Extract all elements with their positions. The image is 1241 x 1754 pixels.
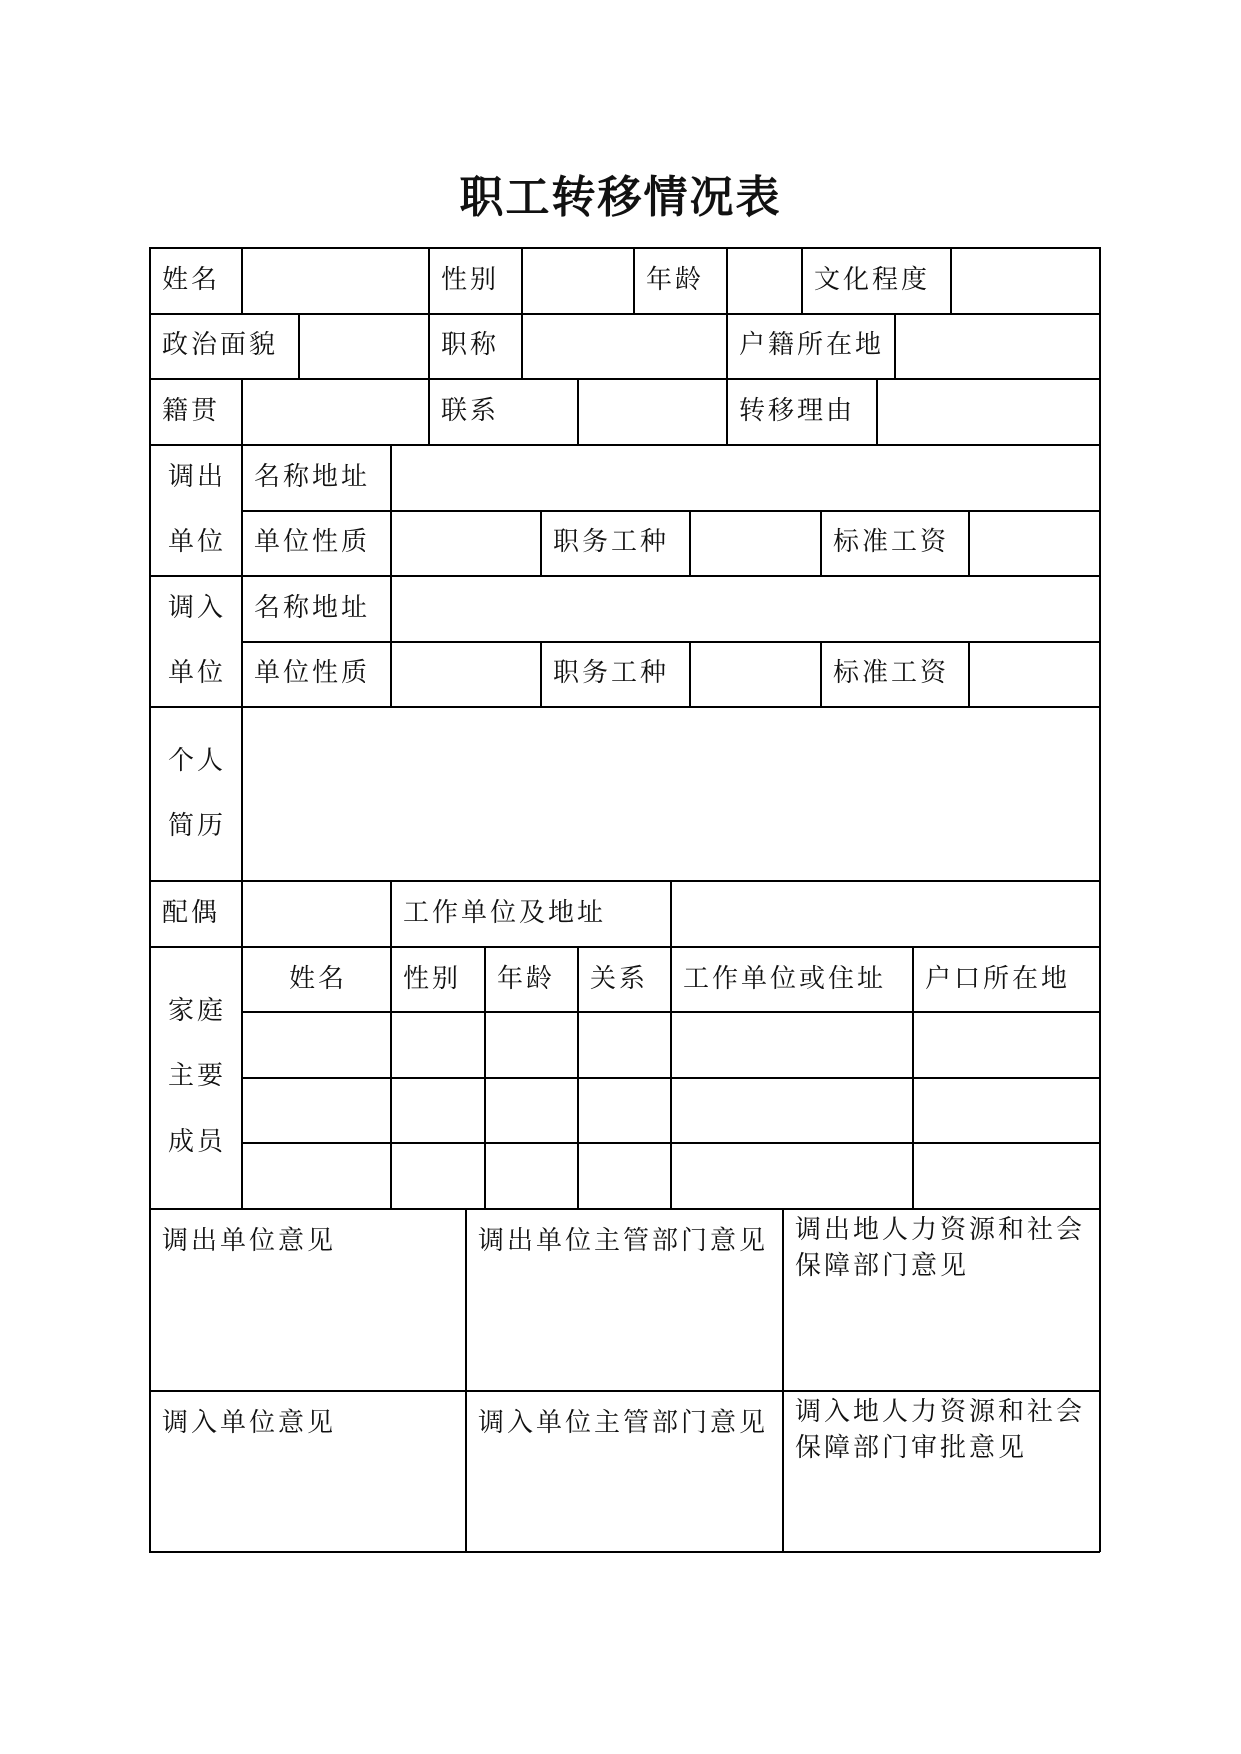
label-out-salary: 标准工资 bbox=[833, 527, 950, 557]
hline bbox=[241, 641, 1100, 643]
opinion-out-hr: 调出地人力资源和社会保障部门意见 bbox=[795, 1215, 1086, 1281]
hline bbox=[149, 1551, 1100, 1553]
hline bbox=[149, 575, 1100, 577]
vline bbox=[577, 378, 579, 444]
vline bbox=[633, 247, 635, 313]
vline bbox=[241, 706, 243, 880]
label-in-unit-bottom: 单位 bbox=[168, 658, 227, 688]
vline bbox=[390, 946, 392, 1208]
vline bbox=[670, 880, 672, 946]
hline bbox=[149, 1208, 1100, 1210]
vline bbox=[484, 946, 486, 1208]
family-header-workplace: 工作单位或住址 bbox=[683, 964, 887, 994]
form-title: 职工转移情况表 bbox=[459, 172, 782, 223]
vline bbox=[912, 946, 914, 1208]
family-header-relation: 关系 bbox=[590, 964, 649, 994]
vline bbox=[968, 641, 970, 706]
label-resume-bottom: 简历 bbox=[168, 811, 227, 841]
opinion-in-supervisor: 调入单位主管部门意见 bbox=[478, 1408, 769, 1438]
label-family-3: 成员 bbox=[168, 1127, 227, 1157]
label-contact: 联系 bbox=[441, 396, 500, 426]
opinion-out-supervisor: 调出单位主管部门意见 bbox=[478, 1226, 769, 1256]
label-out-unit-nature: 单位性质 bbox=[254, 527, 371, 557]
vline bbox=[782, 1208, 784, 1552]
label-out-unit-top: 调出 bbox=[168, 462, 227, 492]
vline bbox=[726, 313, 728, 378]
label-native-place: 籍贯 bbox=[162, 396, 221, 426]
label-in-position: 职务工种 bbox=[553, 658, 670, 688]
hline bbox=[149, 444, 1100, 446]
hline bbox=[149, 880, 1100, 882]
hline bbox=[149, 313, 1100, 315]
label-in-unit-top: 调入 bbox=[168, 593, 227, 623]
vline bbox=[726, 247, 728, 313]
label-resume-top: 个人 bbox=[168, 746, 227, 776]
opinion-in-hr: 调入地人力资源和社会保障部门审批意见 bbox=[795, 1397, 1086, 1463]
vline bbox=[820, 510, 822, 575]
family-header-gender: 性别 bbox=[403, 964, 462, 994]
vline bbox=[577, 946, 579, 1208]
vline bbox=[540, 510, 542, 575]
opinion-in-unit: 调入单位意见 bbox=[162, 1408, 337, 1438]
label-family-1: 家庭 bbox=[168, 996, 227, 1026]
label-spouse: 配偶 bbox=[162, 898, 221, 928]
label-transfer-reason: 转移理由 bbox=[739, 396, 856, 426]
vline bbox=[390, 444, 392, 706]
hline bbox=[149, 946, 1100, 948]
vline bbox=[241, 444, 243, 706]
hline bbox=[149, 247, 1100, 249]
vline bbox=[968, 510, 970, 575]
family-header-age: 年龄 bbox=[497, 964, 556, 994]
label-age: 年龄 bbox=[646, 265, 705, 295]
vline bbox=[241, 880, 243, 946]
label-family-2: 主要 bbox=[168, 1061, 227, 1091]
opinion-out-unit: 调出单位意见 bbox=[162, 1226, 337, 1256]
vline bbox=[241, 946, 243, 1208]
hline bbox=[241, 510, 1100, 512]
vline bbox=[894, 313, 896, 378]
vline bbox=[298, 313, 300, 378]
vline bbox=[521, 313, 523, 378]
hline bbox=[149, 706, 1100, 708]
vline bbox=[521, 247, 523, 313]
label-out-unit-bottom: 单位 bbox=[168, 527, 227, 557]
label-education: 文化程度 bbox=[814, 265, 931, 295]
vline bbox=[876, 378, 878, 444]
label-political-status: 政治面貌 bbox=[162, 330, 279, 360]
label-spouse-workplace: 工作单位及地址 bbox=[403, 898, 607, 928]
vline bbox=[801, 247, 803, 313]
label-gender: 性别 bbox=[441, 265, 500, 295]
hline bbox=[149, 1390, 1100, 1392]
vline bbox=[726, 378, 728, 444]
vline bbox=[950, 247, 952, 313]
label-household-location: 户籍所在地 bbox=[739, 330, 885, 360]
vline bbox=[689, 510, 691, 575]
vline bbox=[465, 1208, 467, 1552]
vline bbox=[241, 247, 243, 313]
vline bbox=[670, 946, 672, 1208]
label-in-unit-nature: 单位性质 bbox=[254, 658, 371, 688]
family-header-household: 户口所在地 bbox=[925, 964, 1071, 994]
vline bbox=[1099, 247, 1101, 1552]
vline bbox=[241, 378, 243, 444]
vline bbox=[428, 313, 430, 378]
vline bbox=[428, 378, 430, 444]
label-out-name-address: 名称地址 bbox=[254, 462, 371, 492]
label-name: 姓名 bbox=[162, 265, 221, 295]
hline bbox=[149, 378, 1100, 380]
vline bbox=[820, 641, 822, 706]
label-in-name-address: 名称地址 bbox=[254, 593, 371, 623]
family-header-name: 姓名 bbox=[289, 964, 348, 994]
label-in-salary: 标准工资 bbox=[833, 658, 950, 688]
label-job-title: 职称 bbox=[441, 330, 500, 360]
vline bbox=[149, 247, 151, 1552]
vline bbox=[428, 247, 430, 313]
vline bbox=[390, 880, 392, 946]
vline bbox=[689, 641, 691, 706]
vline bbox=[540, 641, 542, 706]
label-out-position: 职务工种 bbox=[553, 527, 670, 557]
